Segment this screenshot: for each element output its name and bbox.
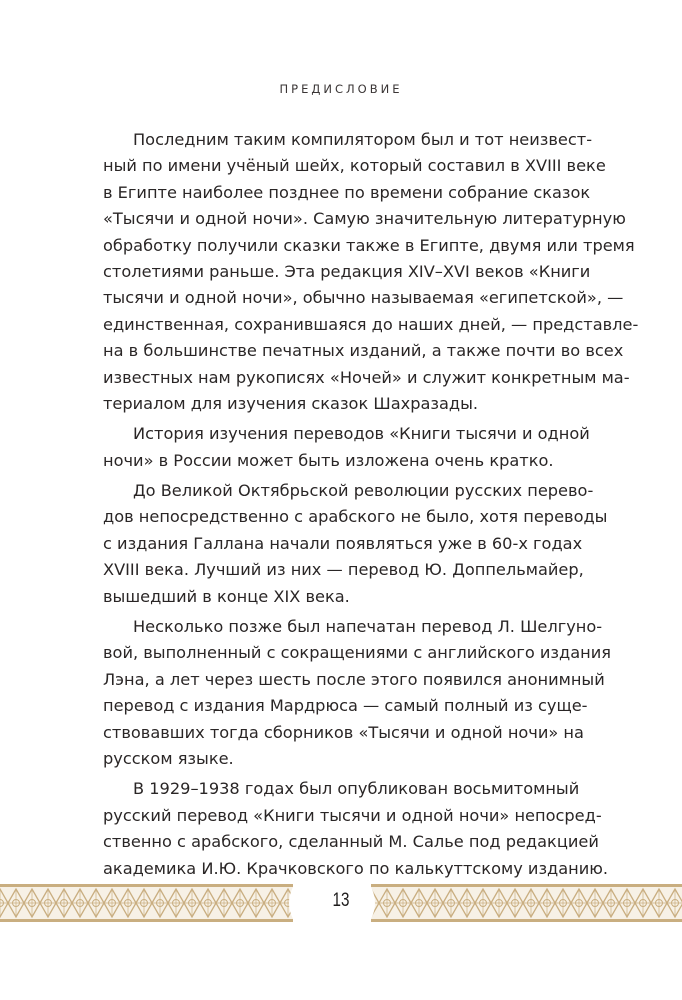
text-line: История изучения переводов «Книги тысячи и одной — [133, 424, 590, 444]
ornament-band-right — [371, 884, 682, 922]
text-line: в Египте наиболее позднее по времени собрание сказок — [103, 182, 591, 202]
paragraph — [103, 478, 608, 610]
text-line: Последним таким компилятором был и тот неизвест- — [133, 130, 593, 149]
paragraph — [103, 127, 639, 417]
paragraph — [103, 421, 590, 474]
text-line: русском языке. — [103, 748, 234, 768]
text-line: В 1929–1938 годах был опубликован восьмитомный — [133, 779, 580, 799]
ornament-band-left — [0, 884, 293, 922]
text-line: Несколько позже был напечатан перевод Л. Шелгуно- — [133, 617, 603, 637]
text-line: ствовавших тогда сборников «Тысячи и одной ночи» на — [103, 722, 584, 742]
text-line: До Великой Октябрьской революции русских перево- — [133, 481, 594, 501]
body-text — [103, 127, 639, 882]
text-line: ночи» в России может быть изложена очень кратко. — [103, 450, 554, 470]
running-header: ПРЕДИСЛОВИЕ — [279, 82, 403, 96]
paragraph — [103, 776, 609, 882]
text-line: «Тысячи и одной ночи». Самую значительную литературную — [103, 209, 626, 229]
text-line: вышедший в конце XIX века. — [103, 586, 350, 606]
text-line: на в большинстве печатных изданий, а также почти во всех — [103, 341, 624, 361]
text-line: XVIII века. Лучший из них — перевод Ю. Доппельмайер, — [103, 560, 584, 580]
page-number: 13 — [332, 890, 350, 911]
text-line: ный по имени учёный шейх, который составил в XVIII веке — [103, 156, 606, 176]
text-line: ственно с арабского, сделанный М. Салье под редакцией — [103, 832, 599, 852]
text-line: единственная, сохранившаяся до наших дней, — представле- — [103, 314, 639, 334]
text-line: русский перевод «Книги тысячи и одной ночи» непосред- — [103, 805, 602, 825]
text-line: перевод с издания Мардрюса — самый полный из суще- — [103, 696, 588, 716]
text-line: Лэна, а лет через шесть после этого появился анонимный — [103, 669, 605, 689]
text-line: тысячи и одной ночи», обычно называемая «египетской», — — [103, 288, 624, 308]
text-line: обработку получили сказки также в Египте, двумя или тремя — [103, 235, 635, 255]
text-line: дов непосредственно с арабского не было, хотя переводы — [103, 507, 608, 527]
text-line: териалом для изучения сказок Шахразады. — [103, 393, 479, 413]
paragraph — [103, 614, 611, 772]
text-line: с издания Галлана начали появляться уже в 60-х годах — [103, 533, 583, 553]
text-line: академика И.Ю. Крачковского по калькуттскому изданию. — [103, 858, 609, 878]
text-line: столетиями раньше. Эта редакция XIV–XVI веков «Книги — [103, 261, 591, 281]
text-line: известных нам рукописях «Ночей» и служит конкретным ма- — [103, 367, 630, 387]
text-line: вой, выполненный с сокращениями с английского издания — [103, 643, 611, 663]
